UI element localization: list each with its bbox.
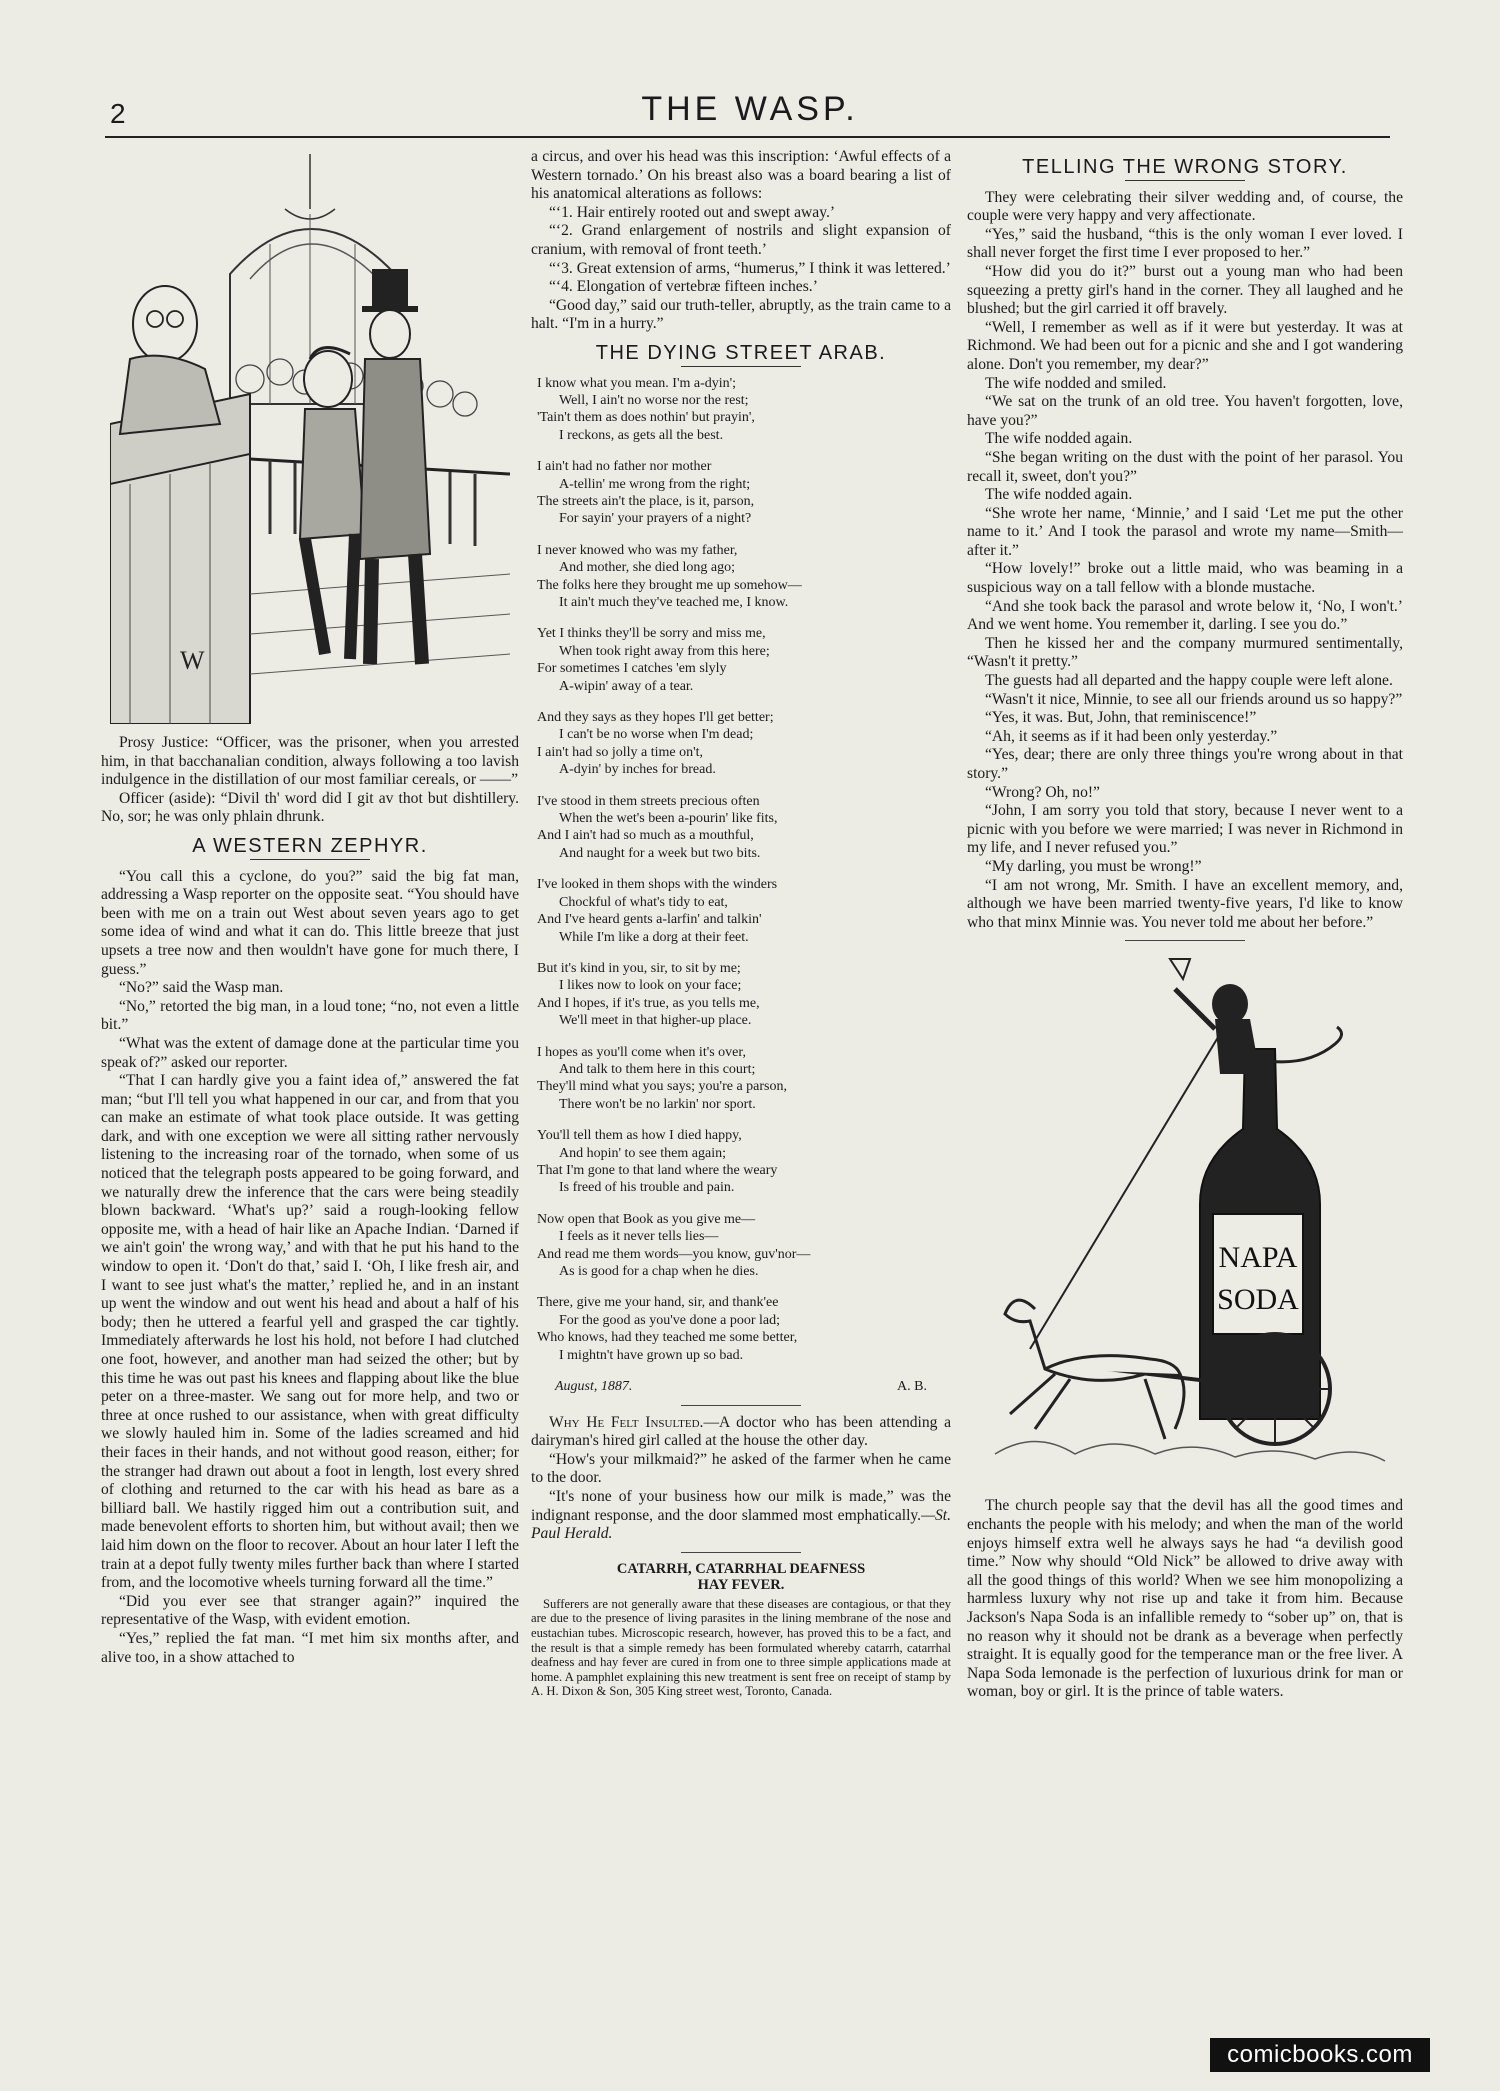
story-paragraph: “John, I am sorry you told that story, because I never went to a picnic with you before we were married; I was never in Richmond in my life, and I never refused you.”	[967, 802, 1403, 857]
zephyr-paragraph: “No?” said the Wasp man.	[119, 979, 284, 997]
poem-line: And I hopes, if it's true, as you tells me,	[537, 995, 760, 1011]
poem-line: And talk to them here in this court;	[559, 1061, 756, 1077]
poem-line: The streets ain't the place, is it, parson,	[537, 493, 755, 509]
story-paragraph: The wife nodded again.	[985, 430, 1133, 448]
insulted-last	[531, 1488, 951, 1544]
story-paragraph: “How lovely!” broke out a little maid, who was beaming in a suspicious way on a tall fellow with a blonde mustache.	[967, 560, 1403, 597]
story-body	[967, 189, 1403, 933]
watermark: comicbooks.com	[1210, 2038, 1430, 2072]
zephyr-continuation: “‘1. Hair entirely rooted out and swept away.’	[549, 203, 836, 221]
poem-line: Is freed of his trouble and pain.	[559, 1180, 735, 1196]
caption-paragraph: Prosy Justice: “Officer, was the prisoner, when you arrested him, in that bacchanalian condition, always following a too lavish indulgence in the distillation of our most familiar cereals, or ——”	[101, 734, 519, 789]
poem-line: And read me them words—you know, guv'nor—	[537, 1246, 811, 1262]
insulted-source: —St. Paul Herald.	[531, 1506, 951, 1543]
story-paragraph: “We sat on the trunk of an old tree. You haven't forgotten, love, have you?”	[967, 393, 1403, 429]
story-paragraph: The wife nodded again.	[985, 486, 1133, 504]
zephyr-title: A WESTERN ZEPHYR.	[101, 837, 519, 860]
illustration-caption	[101, 734, 519, 827]
poem-stanza	[537, 1044, 951, 1114]
zephyr-continuation: “‘2. Grand enlargement of nostrils and slight expansion of cranium, with removal of front teeth.’	[531, 222, 951, 258]
story-paragraph: “She wrote her name, ‘Minnie,’ and I said ‘Let me put the other name to it.’ And I took the parasol and wrote my name—Smith—after it.”	[967, 504, 1403, 559]
story-paragraph: “Yes, it was. But, John, that reminiscence!”	[985, 709, 1257, 727]
poem-line: A-wipin' away of a tear.	[559, 678, 694, 694]
poem-line: And naught for a week but two bits.	[559, 845, 761, 861]
devil-bottle-cart-icon	[975, 949, 1395, 1489]
poem-body	[537, 375, 951, 1365]
illustration-signature: W	[180, 646, 205, 675]
story-paragraph: “Wasn't it nice, Minnie, to see all our friends around us so happy?”	[985, 690, 1403, 708]
story-paragraph: “And she took back the parasol and wrote below it, ‘No, I won't.’ And we went home. You remember it, darling. I see you do.”	[967, 597, 1403, 634]
poem-stanza	[537, 1294, 951, 1364]
masthead: THE WASP.	[641, 90, 859, 128]
story-paragraph: Then he kissed her and the company murmured sentimentally, “Wasn't it pretty.”	[967, 634, 1403, 671]
poem-date: August, 1887.	[555, 1379, 633, 1395]
poem-line: I hopes as you'll come when it's over,	[537, 1044, 746, 1060]
poem-stanza	[537, 709, 951, 779]
poem-line: Now open that Book as you give me—	[537, 1211, 756, 1227]
catarrh-title-line: HAY FEVER.	[697, 1576, 785, 1593]
poem-line: A-tellin' me wrong from the right;	[559, 476, 751, 492]
zephyr-paragraph: “No,” retorted the big man, in a loud tone; “no, not even a little bit.”	[101, 997, 519, 1034]
poem-stanza	[537, 960, 951, 1030]
poem-line: They'll mind what you says; you're a parson,	[537, 1079, 787, 1095]
catarrh-body	[531, 1597, 951, 1699]
poem-line: And I've heard gents a-larfin' and talkin'	[537, 912, 762, 928]
poem-line: A-dyin' by inches for bread.	[559, 762, 716, 778]
divider	[1125, 940, 1245, 941]
zephyr-paragraph: “Did you ever see that stranger again?” inquired the representative of the Wasp, with evident emotion.	[101, 1592, 519, 1629]
divider	[681, 1552, 801, 1553]
poem-line: Yet I thinks they'll be sorry and miss me,	[537, 626, 766, 642]
bottle-label-line: NAPA	[1218, 1241, 1298, 1275]
catarrh-paragraph: Sufferers are not generally aware that these diseases are contagious, or that they are due to the presence of living parasites in the lining membrane of the nose and eustachian tubes. Microscopic research, however, has proved this to be a fact, and the result is that a simple remedy has been formulated whereby catarrh, catarrhal deafness and hay fever are cured in from one to three simple applications made at home. A pamphlet explaining this new treatment is sent free on receipt of stamp by A. H. Dixon & Son, 305 King street west, Toronto, Canada.	[531, 1596, 951, 1699]
zephyr-paragraph: “Yes,” replied the fat man. “I met him six months after, and alive too, in a show attached to	[101, 1629, 519, 1666]
poem-line: I ain't had no father nor mother	[537, 459, 712, 475]
column-3	[967, 148, 1403, 1702]
story-paragraph: “How did you do it?” burst out a young man who had been squeezing a pretty girl's hand in the corner. They all laughed and he blushed; but the girl carried it off bravely.	[967, 262, 1403, 318]
poem-line: I know what you mean. I'm a-dyin';	[537, 375, 737, 391]
poem-stanza	[537, 625, 951, 695]
poem-line: I ain't had so jolly a time on't,	[537, 744, 704, 760]
poem-line: I've looked in them shops with the winders	[537, 877, 778, 893]
story-title: TELLING THE WRONG STORY.	[967, 158, 1403, 181]
story-paragraph: “My darling, you must be wrong!”	[985, 857, 1202, 875]
poem-line: I likes now to look on your face;	[559, 978, 742, 994]
poem-line: I mightn't have grown up so bad.	[559, 1347, 744, 1363]
bottle-label-line: SODA	[1217, 1283, 1299, 1317]
header-rule	[105, 136, 1390, 138]
poem-line: It ain't much they've teached me, I know.	[559, 595, 789, 610]
poem-stanza	[537, 542, 951, 612]
poem-line: The folks here they brought me up somehow—	[537, 577, 802, 593]
poem-line: As is good for a chap when he dies.	[559, 1264, 759, 1279]
poem-stanza	[537, 1211, 951, 1281]
zephyr-continuation: “Good day,” said our truth-teller, abruptly, as the train came to a halt. “I'm in a hurry.”	[531, 296, 951, 333]
story-paragraph: “Yes, dear; there are only three things you're wrong about in that story.”	[967, 746, 1403, 782]
poem-stanza	[537, 876, 951, 946]
zephyr-paragraph: “What was the extent of damage done at the particular time you speak of?” asked our reporter.	[101, 1034, 519, 1071]
poem-line: And mother, she died long ago;	[559, 560, 735, 576]
column-1	[101, 148, 519, 1667]
poem-line: Well, I ain't no worse nor the rest;	[559, 392, 749, 408]
poem-line: There, give me your hand, sir, and thank'ee	[537, 1295, 779, 1311]
catarrh-title-line: CATARRH, CATARRHAL DEAFNESS	[616, 1560, 866, 1577]
zephyr-continuation: “‘4. Elongation of vertebræ fifteen inches.’	[549, 278, 818, 296]
story-paragraph: They were celebrating their silver wedding and, of course, the couple were very happy and very affectionate.	[967, 188, 1403, 225]
poem-line: There won't be no larkin' nor sport.	[559, 1096, 756, 1112]
zephyr-continuation: “‘3. Great extension of arms, “humerus,” I think it was lettered.’	[549, 259, 951, 277]
poem-line: When took right away from this here;	[559, 643, 770, 659]
napa-paragraph: The church people say that the devil has all the good times and enchants the people with his melody; and when the man of the world enjoys himself extra well he always says he had “a devilish good time.” Now why should “Old Nick” be allowed to drive away with all the good things of this world? When we see him monopolizing a harmless luxury why not rise up and take it from him. Because Jackson's Napa Soda is an infallible remedy to “sober up” on, that is no reason why it should not be drank as a beverage when perfectly straight. It is equally good for the temperance man or the free liver. A Napa Soda lemonade is the perfection of luxurious drink for man or woman, boy or girl. It is the prince of table waters.	[967, 1497, 1403, 1701]
page-number: 2	[110, 98, 126, 129]
caption-paragraph: Officer (aside): “Divil th' word did I git av thot but dishtillery. No, sor; he was only phlain dhrunk.	[101, 789, 519, 826]
poem-author: A. B.	[897, 1379, 927, 1395]
poem-line: That I'm gone to that land where the weary	[537, 1162, 778, 1178]
poem-line: But it's kind in you, sir, to sit by me;	[537, 960, 741, 976]
poem-title: THE DYING STREET ARAB.	[531, 344, 951, 367]
insulted-paragraph: “How's your milkmaid?” he asked of the farmer when he came to the door.	[531, 1450, 951, 1487]
story-paragraph: “Wrong? Oh, no!”	[985, 783, 1100, 801]
story-paragraph: The wife nodded and smiled.	[985, 374, 1167, 392]
poem-line: And I ain't had so much as a mouthful,	[537, 828, 754, 844]
poem-line: Chockful of what's tidy to eat,	[559, 894, 728, 910]
poem-line: You'll tell them as how I died happy,	[537, 1128, 742, 1144]
zephyr-paragraph: “That I can hardly give you a faint idea of,” answered the fat man; “but I'll tell you what happened in our car, and from that you can make an estimate of what took place outside. It was getting dark, and with one exception we were all sitting rather nervously listening to the increasing roar of the tornado, when some of us noticed that the telegraph posts appeared to be going forward, and we naturally drew the inference that the cars were being steadily blown backward. ‘What's up?’ said a rough-looking fellow opposite me, with a head of hair like an Apache Indian. ‘Darned if we ain't goin' the wrong way,’ and with that he put his hand to the window to open it. ‘Don't do that,’ said I. ‘Oh, I like fresh air, and I want to see just what's the matter,’ replied he, and in an instant up went the window and out went his head and about a half of his body; then he uttered a fearful yell and grasped the car tightly. Immediately afterwards he lost his hold, not before I had clutched one foot, however, and another man had seized the other; but by this time he was out past his knees and flapping about like the blue peter on a three-master. We sang out for more help, and two or three at once rushed to our assistance, when with great difficulty we slowly hauled him in. Some of the ladies screamed and hid their faces in their hands, and not without good reason, either; for the stranger had drawn out about a foot in length, lost every shred of clothing and returned to the car with his head as bare as a billiard ball. We hastily rigged him out a contribution suit, and made benevolent efforts to shorten him, but without avail; then we laid him down on the floor to recover. About an hour later I left the train at a depot fully twenty miles further back than where I started from, and the locomotive wheels turning forward all the time.”	[101, 1072, 519, 1592]
insulted-first: —A doctor who has been attending a dairyman's hired girl called at the house the other day.	[531, 1413, 952, 1450]
insulted-paragraph: “It's none of your business how our milk is made,” was the indignant response, and the door slammed most emphatically.	[531, 1488, 951, 1524]
poem-line: When the wet's been a-pourin' like fits,	[559, 811, 778, 827]
poem-line: And hopin' to see them again;	[559, 1145, 726, 1161]
poem-line: While I'm like a dorg at their feet.	[559, 929, 749, 945]
poem-stanza	[537, 375, 951, 445]
column-2	[531, 148, 951, 1699]
poem-line: I never knowed who was my father,	[537, 542, 738, 558]
divider	[681, 1405, 801, 1406]
story-paragraph: “She began writing on the dust with the point of her parasol. You recall it, sweet, don't you?”	[967, 448, 1403, 485]
story-paragraph: “Well, I remember as well as if it were but yesterday. It was at Richmond. We had been out for a picnic and she and I got wandering alone. Don't you remember, my dear?”	[967, 318, 1403, 373]
poem-line: We'll meet in that higher-up place.	[559, 1013, 752, 1029]
poem-line: Who knows, had they teached me some better,	[537, 1330, 798, 1346]
poem-stanza	[537, 793, 951, 863]
story-paragraph: “Ah, it seems as if it had been only yesterday.”	[985, 727, 1278, 745]
story-paragraph: “Yes,” said the husband, “this is the only woman I ever loved. I shall never forget the first time I ever proposed to her.”	[967, 225, 1403, 262]
zephyr-paragraph: “You call this a cyclone, do you?” said the big fat man, addressing a Wasp reporter on the opposite seat. “You should have been with me on a train out West about seven years ago to get some idea of wind and what it can do. This little breeze that just upsets a tree now and then wouldn't have gone for much there, I guess.”	[101, 867, 519, 978]
poem-line: I've stood in them streets precious often	[537, 793, 760, 809]
courtroom-engraving-icon	[110, 154, 510, 724]
story-paragraph: “I am not wrong, Mr. Smith. I have an excellent memory, and, although we have been married twenty-five years, I'd like to know who that minx Minnie was. You never told me about her before.”	[967, 876, 1403, 931]
insulted-lead	[531, 1414, 951, 1451]
poem-line: 'Tain't them as does nothin' but prayin',	[537, 410, 755, 426]
poem-line: For sayin' your prayers of a night?	[559, 511, 752, 527]
zephyr-continuation: a circus, and over his head was this inscription: ‘Awful effects of a Western tornado.’ On his breast also was a board bearing a list of his anatomical alterations as follows:	[531, 148, 951, 203]
poem-line: I feels as it never tells lies—	[559, 1229, 719, 1245]
insulted-title: Why He Felt Insulted.	[549, 1413, 704, 1431]
poem-line: I can't be no worse when I'm dead;	[559, 727, 754, 743]
story-paragraph: The guests had all departed and the happy couple were left alone.	[985, 672, 1393, 690]
poem-signature	[555, 1378, 927, 1397]
poem-stanza	[537, 1127, 951, 1197]
poem-line: For the good as you've done a poor lad;	[559, 1312, 781, 1328]
poem-line: And they says as they hopes I'll get better;	[537, 710, 774, 726]
poem-line: I reckons, as gets all the best.	[559, 427, 724, 443]
poem-stanza	[537, 458, 951, 528]
catarrh-title	[531, 1561, 951, 1593]
poem-line: For sometimes I catches 'em slyly	[537, 661, 727, 677]
